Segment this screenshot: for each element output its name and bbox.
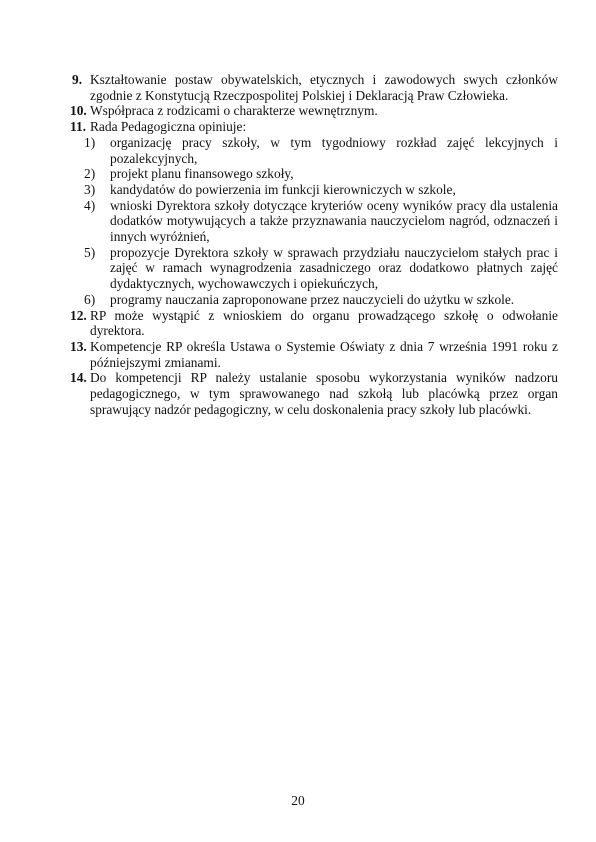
item-text: Kształtowanie postaw obywatelskich, etycznych i zawodowych swych członków zgodnie z Konstytucją Rzeczpospolitej Polskiej i Deklaracją Praw Człowieka. bbox=[90, 72, 558, 103]
subitem-number: 2) bbox=[84, 166, 96, 182]
list-item-13 bbox=[70, 339, 558, 370]
sublist-item-1 bbox=[70, 135, 558, 166]
item-number: 14. bbox=[70, 370, 87, 386]
subitem-text: projekt planu finansowego szkoły, bbox=[110, 166, 294, 182]
sublist-item-4 bbox=[70, 198, 558, 245]
sublist-item-5 bbox=[70, 245, 558, 292]
subitem-number: 1) bbox=[84, 134, 96, 150]
subitem-number: 5) bbox=[84, 244, 96, 260]
sublist-item-2 bbox=[70, 166, 558, 182]
list-item-11 bbox=[70, 119, 558, 135]
item-number: 13. bbox=[70, 338, 87, 354]
subitem-text: organizację pracy szkoły, w tym tygodniowy rozkład zajęć lekcyjnych i pozalekcyjnych, bbox=[110, 134, 558, 166]
page-number: 20 bbox=[291, 793, 305, 808]
subitem-text: kandydatów do powierzenia im funkcji kierowniczych w szkole, bbox=[110, 181, 456, 197]
list-item-9 bbox=[70, 72, 558, 103]
subitem-text: wnioski Dyrektora szkoły dotyczące kryteriów oceny wyników pracy dla ustalenia dodatków motywujących a także przyznawania nauczycielom nagród, odznaczeń i innych wyróżnień, bbox=[110, 197, 558, 245]
list-item-12 bbox=[70, 308, 558, 339]
item-text: Kompetencje RP określa Ustawa o Systemie Oświaty z dnia 7 września 1991 roku z późniejszymi zmianami. bbox=[90, 338, 558, 370]
item-text: Współpraca z rodzicami o charakterze wewnętrznym. bbox=[90, 103, 378, 119]
subitem-number: 4) bbox=[84, 197, 96, 213]
subitem-number: 6) bbox=[84, 291, 96, 307]
item-number: 12. bbox=[70, 307, 87, 323]
list-item-14 bbox=[70, 370, 558, 417]
item-number: 11. bbox=[70, 119, 86, 135]
list-item-10 bbox=[70, 103, 558, 119]
item-number: 9. bbox=[72, 72, 83, 87]
sublist-item-3 bbox=[70, 182, 558, 198]
subitem-text: programy nauczania zaproponowane przez nauczycieli do użytku w szkole. bbox=[110, 291, 515, 307]
document-body bbox=[70, 72, 558, 417]
sublist-item-6 bbox=[70, 292, 558, 308]
item-text: Do kompetencji RP należy ustalanie sposobu wykorzystania wyników nadzoru pedagogicznego, w tym sprawowanego nad szkołą lub placówką przez organ sprawujący nadzór pedagogiczny, w celu doskonalenia pracy szkoły lub placówki. bbox=[90, 370, 558, 417]
item-text: RP może wystąpić z wnioskiem do organu prowadzącego szkołę o odwołanie dyrektora. bbox=[90, 307, 558, 339]
item-number: 10. bbox=[70, 103, 87, 119]
subitem-number: 3) bbox=[84, 181, 96, 197]
subitem-text: propozycje Dyrektora szkoły w sprawach przydziału nauczycielom stałych prac i zajęć w ramach wynagrodzenia zasadniczego oraz dodatkowo płatnych zajęć dydaktycznych, wychowawczych i opiekuńczych, bbox=[110, 244, 558, 292]
item-text: Rada Pedagogiczna opiniuje: bbox=[90, 119, 247, 135]
